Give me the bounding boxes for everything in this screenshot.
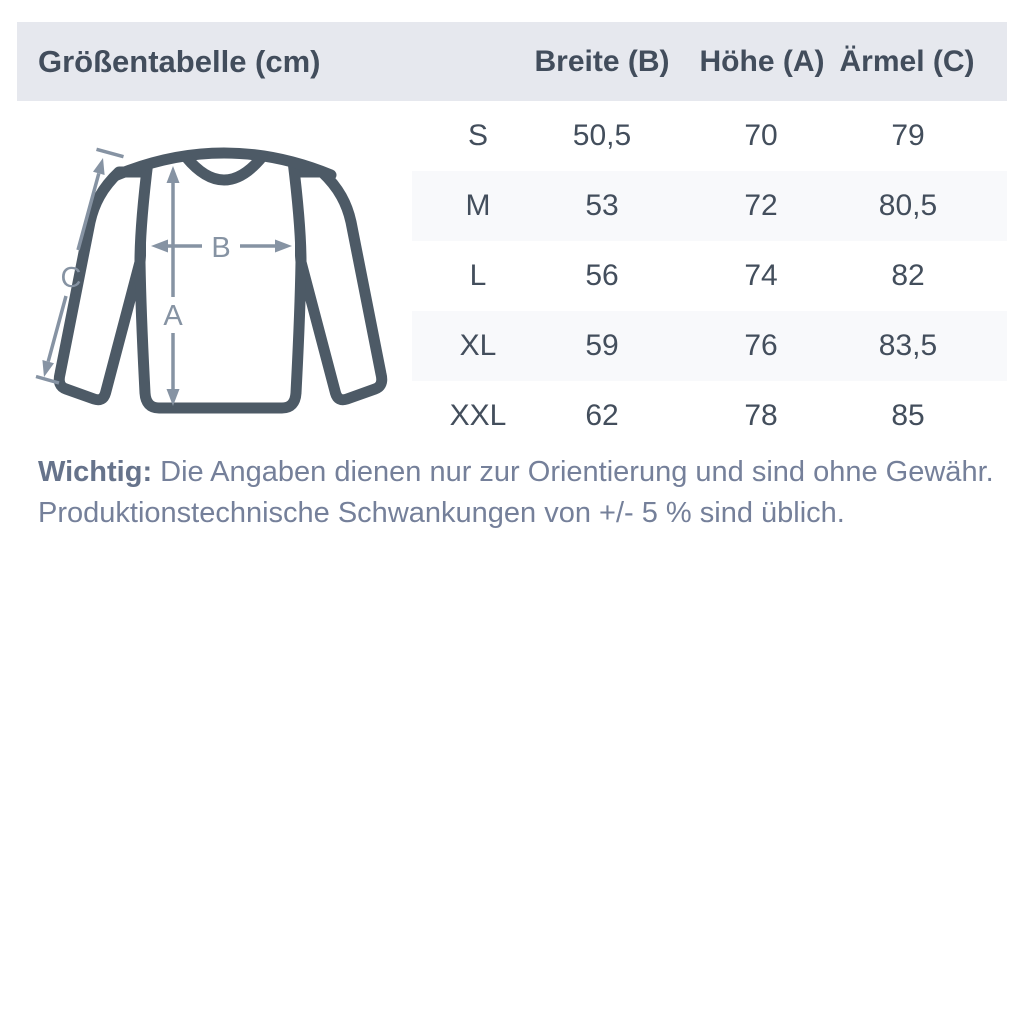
column-header-breite: Breite (B): [534, 45, 670, 78]
breite-value: 50,5: [572, 119, 632, 152]
table-header-bar: [17, 22, 1007, 101]
height-label-a: A: [163, 300, 183, 332]
hoehe-value: 70: [744, 119, 778, 152]
disclaimer-label: Wichtig:: [38, 456, 153, 488]
hoehe-value: 78: [744, 399, 778, 432]
table-row: [412, 171, 1007, 241]
size-label: XL: [459, 329, 497, 362]
aermel-value: 85: [891, 399, 925, 432]
table-row: [412, 381, 1007, 451]
size-label: XXL: [449, 399, 507, 432]
breite-value: 62: [585, 399, 619, 432]
breite-value: 56: [585, 259, 619, 292]
sweater-body-fill: [146, 160, 295, 408]
hoehe-value: 76: [744, 329, 778, 362]
table-row: [412, 101, 1007, 171]
hoehe-value: 74: [744, 259, 778, 292]
disclaimer-line-2: Produktionstechnische Schwankungen von +/- 5 % sind üblich.: [38, 497, 845, 529]
size-table: [412, 101, 1007, 451]
aermel-value: 82: [891, 259, 925, 292]
sweater-right-sleeve: [294, 172, 382, 400]
aermel-value: 80,5: [878, 189, 938, 222]
aermel-value: 79: [891, 119, 925, 152]
size-label: M: [465, 189, 491, 222]
aermel-value: 83,5: [878, 329, 938, 362]
disclaimer-note: [38, 452, 998, 534]
sleeve-label-c: C: [60, 262, 82, 294]
size-label: L: [469, 259, 487, 292]
breite-value: 59: [585, 329, 619, 362]
size-label: S: [467, 119, 488, 152]
breite-value: 53: [585, 189, 619, 222]
hoehe-value: 72: [744, 189, 778, 222]
table-row: [412, 241, 1007, 311]
page-title: Größentabelle (cm): [38, 44, 321, 79]
column-header-hoehe: Höhe (A): [699, 45, 825, 78]
table-row: [412, 311, 1007, 381]
column-header-aermel: Ärmel (C): [839, 45, 975, 78]
disclaimer-line-1: [38, 452, 998, 493]
width-label-b: B: [211, 232, 231, 264]
disclaimer-text-1: Die Angaben dienen nur zur Orientierung und sind ohne Gewähr.: [160, 456, 994, 488]
sweater-diagram: [25, 135, 405, 435]
